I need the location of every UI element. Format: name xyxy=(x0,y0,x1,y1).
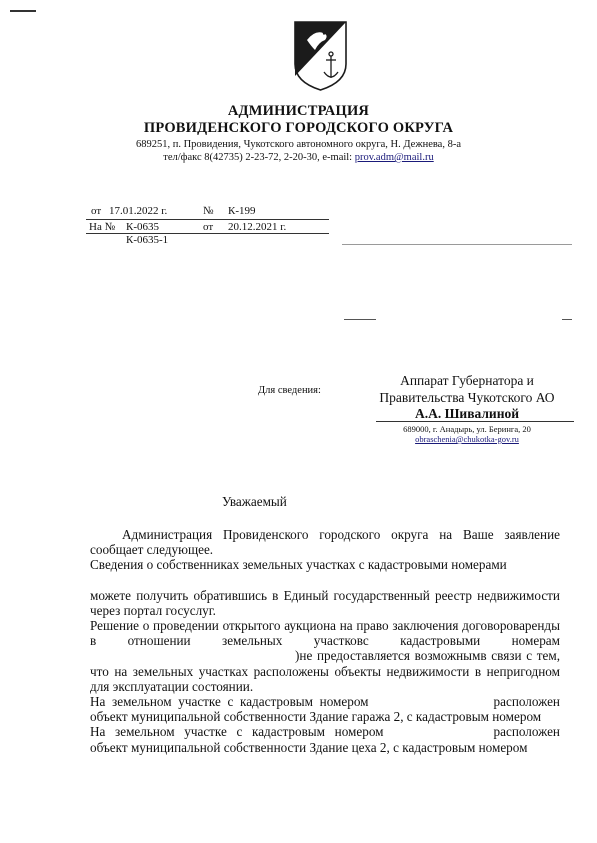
phone-line: тел/факс 8(42735) 2-23-72, 2-20-30, e-mail: xyxy=(163,152,355,163)
greeting: Уважаемый xyxy=(222,494,287,509)
address-line-short xyxy=(344,319,376,320)
org-title-line2: ПРОВИДЕНСКОГО ГОРОДСКОГО ОКРУГА xyxy=(143,120,454,136)
recipient-underline xyxy=(376,421,574,422)
paragraph-4 xyxy=(90,694,560,724)
address-line-tick xyxy=(562,319,572,320)
paragraph-2-end: можете получить обратившись в Единый государственный реестр недвижимости через портал госуслуг. xyxy=(90,587,560,618)
reg-underline xyxy=(86,219,329,220)
reg-number-label: № xyxy=(203,205,214,217)
reply-number-1: К-0635 xyxy=(126,221,159,233)
paragraph-4-start: На земельном участке с кадастровым номером xyxy=(90,694,369,710)
paragraph-3-end: )не предоставляется возможнымв связи с тем, что на земельных участках расположены объекты недвижимости в непригодном для эксплуатации состоянии. xyxy=(90,648,560,694)
org-title-line1: АДМИНИСТРАЦИЯ xyxy=(227,103,370,119)
recipient-address: 689000, г. Анадырь, ул. Беринга, 20 xyxy=(403,424,531,434)
address-line xyxy=(342,244,572,245)
reply-underline xyxy=(86,233,329,234)
reg-date: 17.01.2022 г. xyxy=(109,205,168,217)
coat-of-arms-icon xyxy=(293,20,348,92)
recipient-line1: Аппарат Губернатора и xyxy=(400,373,534,388)
paragraph-3-start: Решение о проведении открытого аукциона на право заключения договороваренды в отношении земельных участковс кадастровыми номерам xyxy=(90,618,560,649)
paragraph-1: Администрация Провиденского городского округа на Ваше заявление сообщает следующее. xyxy=(90,527,560,558)
org-email-link[interactable]: prov.adm@mail.ru xyxy=(354,152,434,163)
org-contacts xyxy=(0,152,597,163)
paragraph-4-end: расположен объект муниципальной собственности Здание гаража 2, с кадастровым номером xyxy=(90,694,560,725)
paragraph-3 xyxy=(90,618,560,694)
org-address: 689251, п. Провидения, Чукотского автономного округа, Н. Дежнева, 8-а xyxy=(135,139,461,150)
recipient-line2: Правительства Чукотского АО xyxy=(379,390,555,405)
reply-from-label: от xyxy=(203,221,214,233)
recipient-name: А.А. Шивалиной xyxy=(414,406,520,421)
reg-from-label: от xyxy=(91,205,102,217)
reply-number-2: К-0635-1 xyxy=(126,234,169,246)
scan-edge-mark xyxy=(10,10,36,12)
recipient-email-link[interactable]: obraschenia@chukotka-gov.ru xyxy=(415,434,519,444)
paragraph-5 xyxy=(90,724,560,754)
redacted-gap xyxy=(90,573,560,588)
reply-label: На № xyxy=(89,221,116,233)
reply-date: 20.12.2021 г. xyxy=(228,221,287,233)
paragraph-2-start: Сведения о собственниках земельных участках с кадастровыми номерами xyxy=(90,557,507,573)
cc-label: Для сведения: xyxy=(258,385,321,396)
letter-body xyxy=(90,527,560,755)
paragraph-5-end: расположен объект муниципальной собственности Здание цеха 2, с кадастровым номером xyxy=(90,724,560,755)
paragraph-5-start: На земельном участке с кадастровым номером xyxy=(90,724,384,740)
reg-number: К-199 xyxy=(228,205,256,217)
